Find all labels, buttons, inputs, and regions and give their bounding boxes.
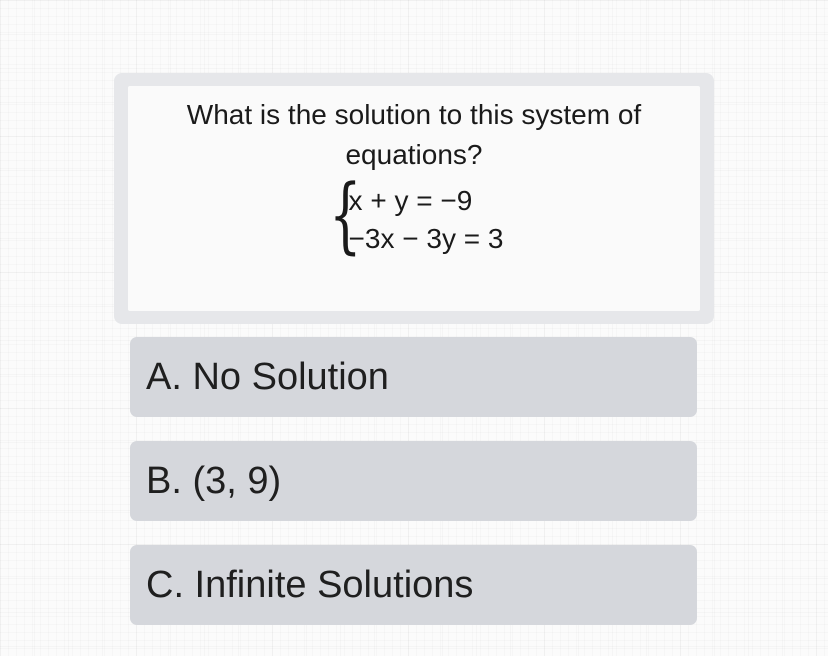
question-panel: [128, 86, 700, 311]
left-brace-icon: {: [328, 168, 362, 263]
answer-option-b[interactable]: [130, 441, 697, 521]
equation-system: [325, 168, 504, 263]
answer-option-c[interactable]: [130, 545, 697, 625]
answer-option-b-label: B. (3, 9): [146, 459, 282, 502]
question-prompt: What is the solution to this system of equations?: [186, 99, 642, 170]
question-card: [114, 73, 714, 324]
equation-2: −3x − 3y = 3: [348, 223, 504, 254]
equations: [349, 182, 504, 258]
answer-option-a[interactable]: [130, 337, 697, 417]
answer-option-c-label: C. Infinite Solutions: [146, 563, 474, 606]
answer-option-a-label: A. No Solution: [146, 355, 389, 398]
equation-1: x + y = −9: [348, 185, 473, 216]
